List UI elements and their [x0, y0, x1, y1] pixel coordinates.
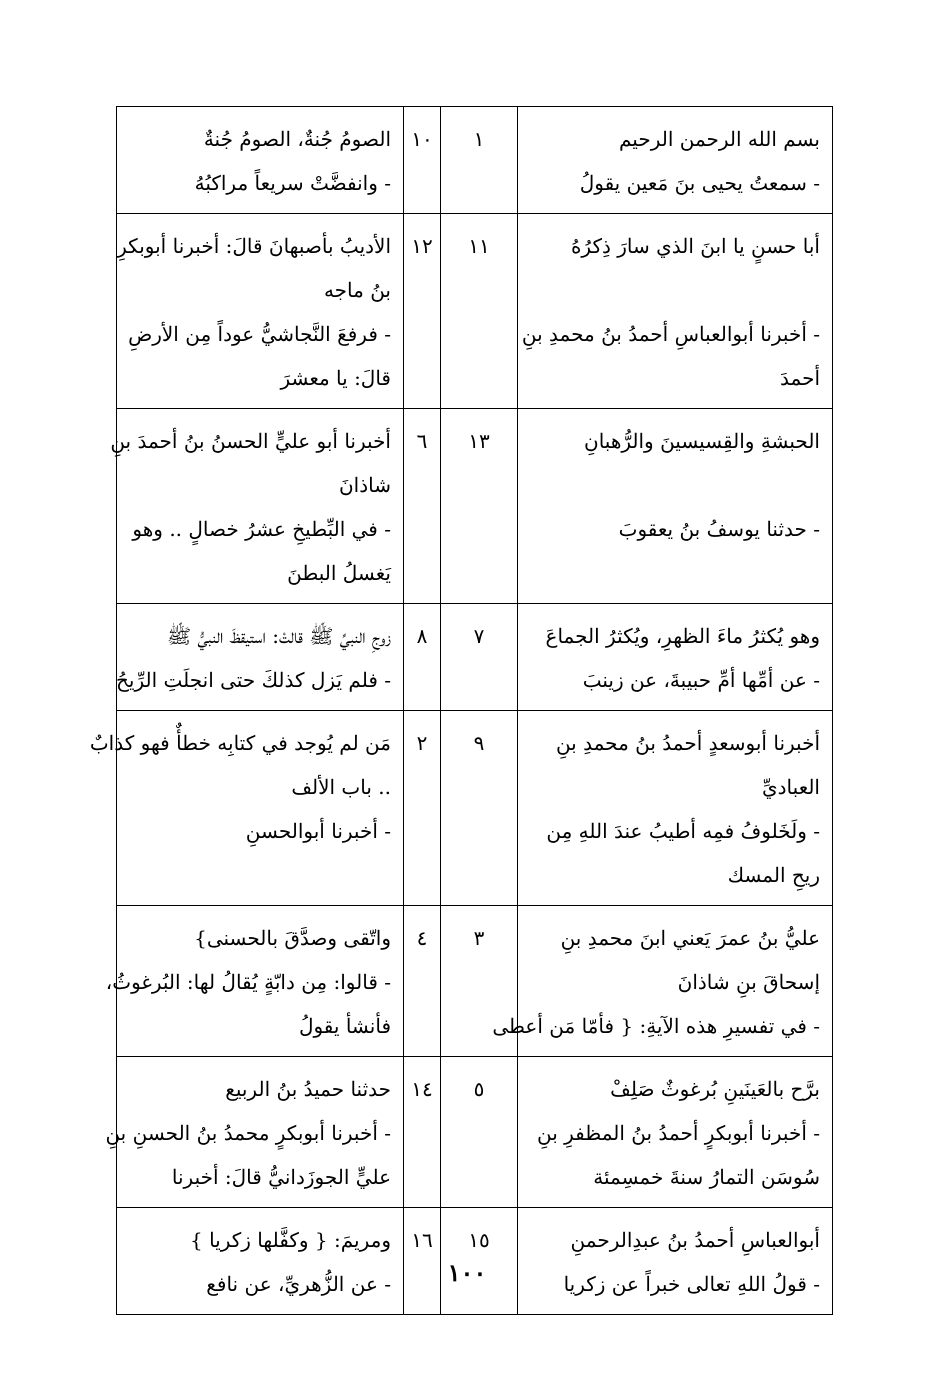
right-text-cell	[518, 409, 833, 604]
right-number-cell: ١٥	[441, 1208, 518, 1315]
text-line: بنُ ماجه	[323, 278, 391, 302]
text-line: - أخبرنا أبوبكرٍ محمدُ بنُ الحسنِ بنِ	[105, 1121, 391, 1145]
text-line: برَّح بالعَينَينِ بُرغوثٌ صَلِفْ	[610, 1077, 820, 1101]
left-number-cell: ١٢	[404, 214, 441, 409]
text-line: مَن لم يُوجد في كتابِه خطأٌ فهو كذابٌ	[89, 731, 391, 755]
text-line: - أخبرنا أبوبكرٍ أحمدُ بنُ المظفرِ بنِ	[537, 1121, 820, 1145]
text-line: ريحِ المسك	[727, 863, 820, 887]
text-line: .. باب الألف	[291, 775, 391, 799]
text-line: الصومُ جُنةٌ، الصومُ جُنةٌ	[203, 127, 391, 151]
right-number-cell: ١١	[441, 214, 518, 409]
text-line: أحمدَ	[780, 366, 820, 390]
left-text-cell	[117, 214, 404, 409]
right-number-cell: ٥	[441, 1057, 518, 1208]
text-line	[129, 853, 391, 897]
text-line: العباديِّ	[762, 775, 820, 799]
index-table-body	[89, 107, 833, 1315]
left-number-cell: ١٠	[404, 107, 441, 214]
right-number-cell: ٩	[441, 711, 518, 906]
text-line: - قولُ اللهِ تعالى خبراً عن زكريا	[563, 1272, 820, 1296]
table-row	[117, 409, 833, 604]
left-number-cell: ٤	[404, 906, 441, 1057]
text-line: - عن أمِّها أمِّ حبيبةَ، عن زينبَ	[582, 668, 820, 692]
left-number-cell: ١٦	[404, 1208, 441, 1315]
right-number-cell: ٣	[441, 906, 518, 1057]
left-number-cell: ١٤	[404, 1057, 441, 1208]
text-line: - أخبرنا أبوالحسنِ	[245, 819, 391, 843]
text-line: - عن الزُّهريِّ، عن نافع	[206, 1272, 391, 1296]
text-line: زوجِ النبيِّ ﷺ قالتْ: استيقظَ النبيُّ ﷺ	[166, 624, 391, 648]
text-line: - في تفسيرِ هذه الآيةِ: { فأمّا مَن أعطى	[492, 1014, 820, 1038]
left-number-cell: ٢	[404, 711, 441, 906]
left-number-cell: ٨	[404, 604, 441, 711]
left-text-cell	[117, 107, 404, 214]
right-text-cell	[518, 214, 833, 409]
text-line: الأديبُ بأصبهانَ قالَ: أخبرنا أبوبكرِ	[117, 234, 391, 258]
text-line: شاذانَ	[338, 473, 391, 497]
text-line: - سمعتُ يحيى بنَ مَعين يقولُ	[579, 171, 820, 195]
text-line	[530, 551, 820, 595]
text-line: يَغسلُ البطنَ	[287, 561, 391, 585]
text-line: - ولَخَلوفُ فمِه أطيبُ عندَ اللهِ مِن	[546, 819, 820, 843]
right-number-cell: ٧	[441, 604, 518, 711]
right-number-cell: ١	[441, 107, 518, 214]
text-line: سُوسَن التمارُ سنةَ خمسِمئة	[593, 1165, 820, 1189]
index-table	[89, 106, 833, 1315]
text-line: - قالوا: مِن دابّةٍ يُقالُ لها: البُرغوثُ،	[105, 970, 391, 994]
text-line: - فلم يَزل كذلكَ حتى انجلَتِ الرِّيحُ	[115, 668, 391, 692]
text-line: - وانفضَّتْ سريعاً مراكبُهُ	[194, 171, 391, 195]
text-line: إسحاقَ بنِ شاذانَ	[677, 970, 820, 994]
text-line: واتّقى وصدَّقَ بالحسنى}	[194, 926, 391, 950]
text-line: ومريمَ: { وكفَّلها زكريا }	[189, 1228, 391, 1252]
text-line: الحبشةِ والقِسيسينَ والرُّهبانِ	[584, 429, 820, 453]
text-line: أخبرنا أبوسعدٍ أحمدُ بنُ محمدِ بنِ	[555, 731, 820, 755]
text-line: - فرفعَ النَّجاشيُّ عوداً مِن الأرضِ	[128, 322, 391, 346]
table-row	[117, 906, 833, 1057]
right-text-cell	[518, 1057, 833, 1208]
text-line: قالَ: يا معشرَ	[280, 366, 391, 390]
text-line: عليُّ بنُ عمرَ يَعني ابنَ محمدِ بنِ	[560, 926, 820, 950]
right-text-cell	[518, 604, 833, 711]
text-line: أبا حسنٍ يا ابنَ الذي سارَ ذِكرُهُ	[570, 234, 820, 258]
text-line: أخبرنا أبو عليٍّ الحسنُ بنُ أحمدَ بنِ	[110, 429, 391, 453]
page-number: ١٠٠	[447, 1258, 487, 1287]
text-line: فأنشأ يقولُ	[298, 1014, 391, 1038]
text-line: أبوالعباسِ أحمدُ بنُ عبدِالرحمنِ	[570, 1228, 820, 1252]
table-row	[117, 214, 833, 409]
right-text-cell	[518, 711, 833, 906]
table-row	[117, 604, 833, 711]
text-line: وهو يُكثرُ ماءَ الظهرِ، ويُكثرُ الجماعَ	[545, 624, 820, 648]
left-text-cell	[105, 906, 404, 1057]
text-line	[530, 268, 820, 312]
text-line: عليٍّ الجوزَدانيُّ قالَ: أخبرنا	[171, 1165, 391, 1189]
text-line: - في البِّطيخِ عشرُ خصالٍ .. وهو	[132, 517, 391, 541]
left-text-cell	[89, 711, 404, 906]
text-line: بسم الله الرحمن الرحيم	[618, 127, 820, 151]
table-row	[117, 711, 833, 906]
left-text-cell	[117, 604, 404, 711]
table-row	[117, 1057, 833, 1208]
right-text-cell	[518, 107, 833, 214]
right-text-cell	[492, 906, 833, 1057]
text-line: حدثنا حميدُ بنُ الربيع	[225, 1077, 391, 1101]
left-text-cell	[110, 409, 404, 604]
table-row	[117, 107, 833, 214]
text-line: - أخبرنا أبوالعباسِ أحمدُ بنُ محمدِ بنِ	[521, 322, 820, 346]
left-number-cell: ٦	[404, 409, 441, 604]
text-line: - حدثنا يوسفُ بنُ يعقوبَ	[618, 517, 820, 541]
left-text-cell	[105, 1057, 404, 1208]
right-number-cell: ١٣	[441, 409, 518, 604]
text-line	[530, 463, 820, 507]
